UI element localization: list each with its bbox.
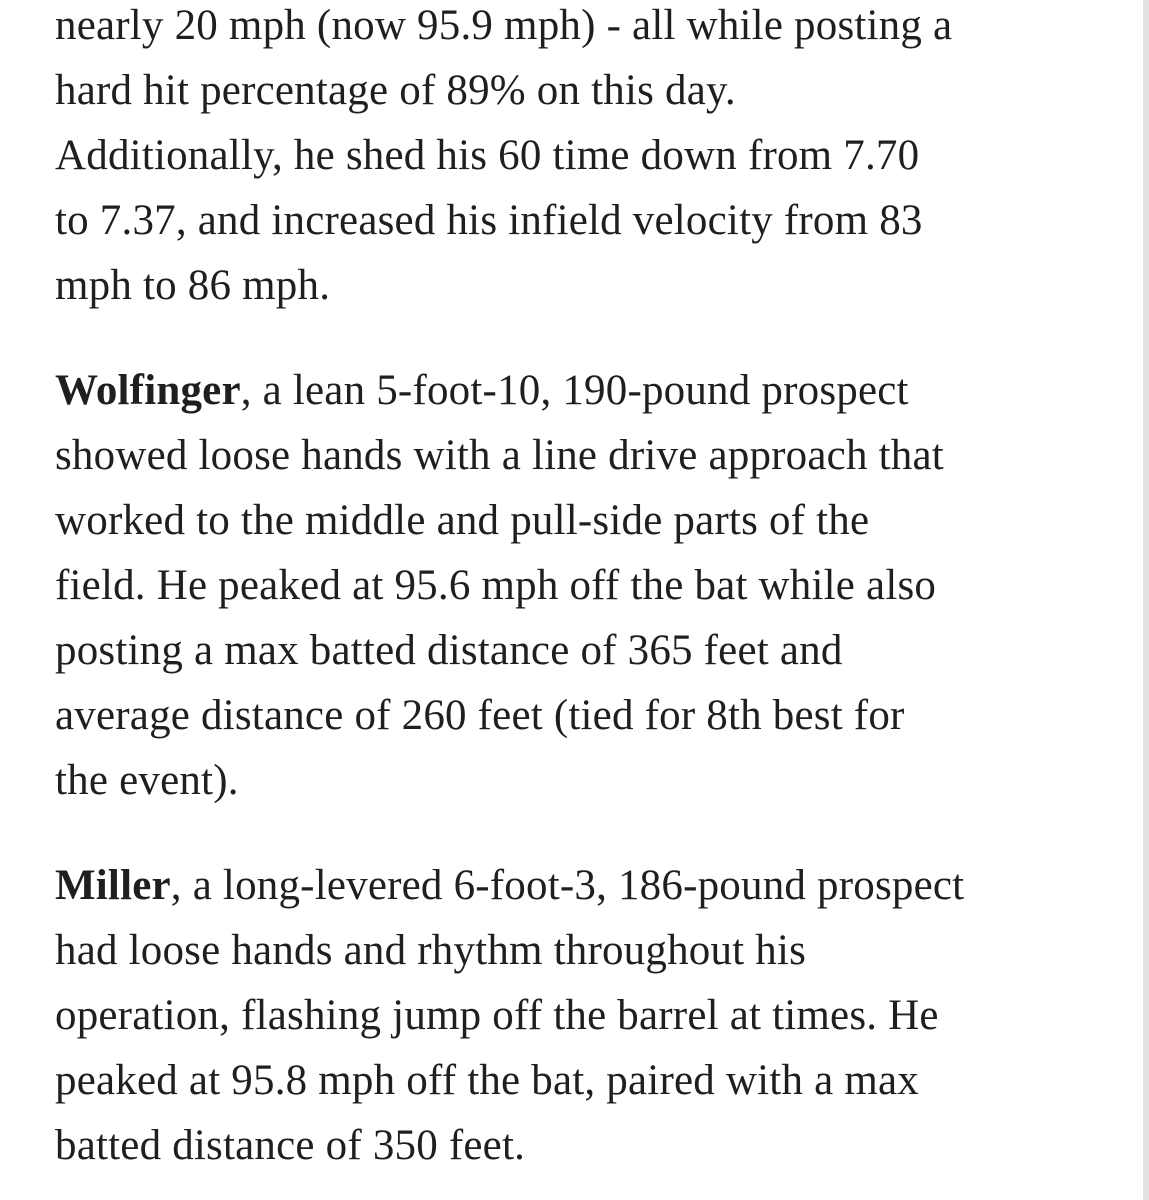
- paragraph-spacer: [55, 318, 1135, 358]
- player-description: , a lean 5-foot-10, 190-pound prospect: [240, 367, 909, 414]
- player-name-wolfinger: Wolfinger: [55, 367, 241, 414]
- text-line: [55, 853, 1135, 918]
- text-line: field. He peaked at 95.6 mph off the bat while also: [55, 562, 937, 609]
- page-edge-divider: [1143, 0, 1149, 1200]
- text-line: to 7.37, and increased his infield velocity from 83: [55, 197, 923, 244]
- text-line: worked to the middle and pull-side parts of the: [55, 497, 870, 544]
- paragraph-velocity-summary: [55, 0, 1135, 318]
- paragraph-spacer: [55, 813, 1135, 853]
- article-body: [55, 0, 1135, 1178]
- text-line: [55, 358, 1135, 423]
- text-line: posting a max batted distance of 365 feet and: [55, 627, 843, 674]
- text-line: peaked at 95.8 mph off the bat, paired with a max: [55, 1057, 919, 1104]
- paragraph-miller: [55, 853, 1135, 1178]
- text-line: operation, flashing jump off the barrel at times. He: [55, 992, 939, 1039]
- player-description: , a long-levered 6-foot-3, 186-pound prospect: [170, 862, 965, 909]
- text-line: average distance of 260 feet (tied for 8th best for: [55, 692, 905, 739]
- paragraph-wolfinger: [55, 358, 1135, 813]
- text-line: had loose hands and rhythm throughout his: [55, 927, 807, 974]
- text-line: hard hit percentage of 89% on this day.: [55, 67, 736, 114]
- text-line: nearly 20 mph (now 95.9 mph) - all while posting a: [55, 2, 953, 49]
- text-line: Additionally, he shed his 60 time down from 7.70: [55, 132, 920, 179]
- text-line: showed loose hands with a line drive approach that: [55, 432, 944, 479]
- text-line: batted distance of 350 feet.: [55, 1122, 526, 1169]
- text-line: the event).: [55, 757, 239, 804]
- player-name-miller: Miller: [55, 862, 171, 909]
- text-line: mph to 86 mph.: [55, 262, 331, 309]
